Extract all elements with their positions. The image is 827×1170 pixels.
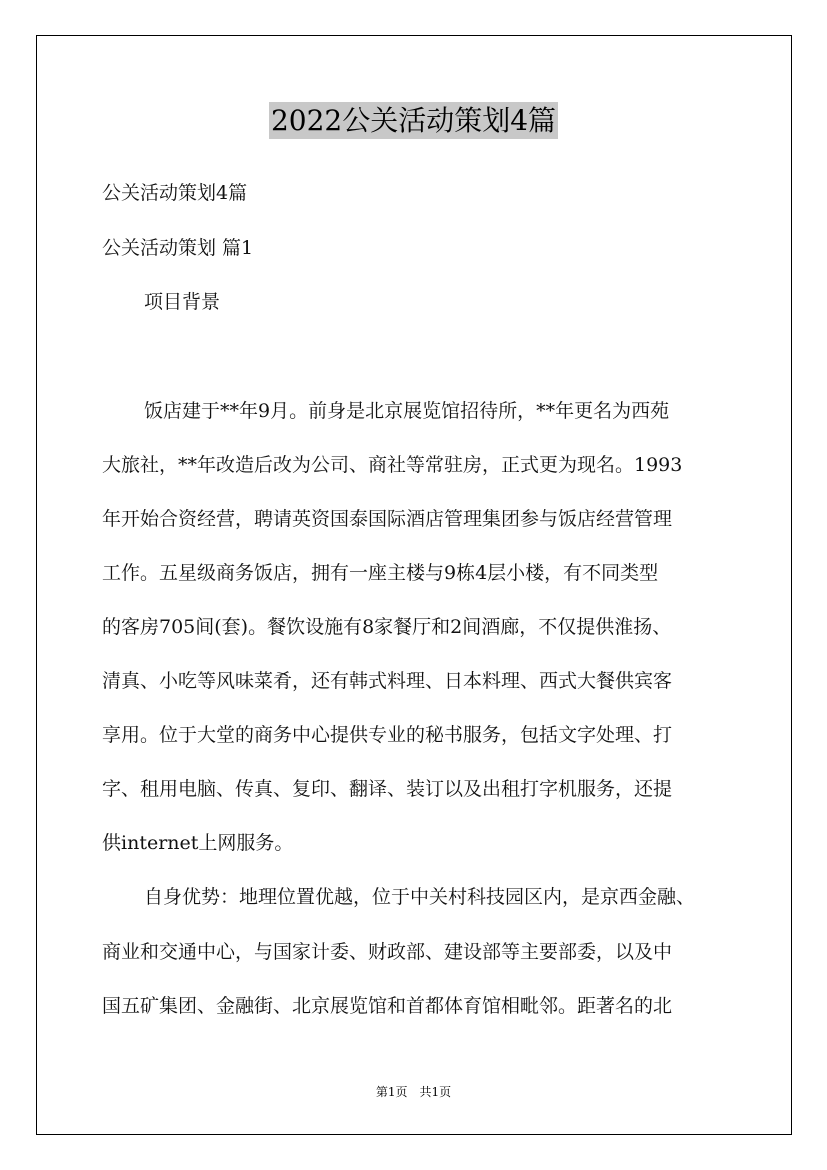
paragraph1-line: 年开始合资经营，聘请英资国泰国际酒店管理集团参与饭店经营管理 (102, 508, 673, 530)
subtitle: 公关活动策划4篇 (102, 182, 248, 204)
paragraph2-line: 商业和交通中心，与国家计委、财政部、建设部等主要部委，以及中 (102, 941, 673, 963)
project-background-heading: 项目背景 (144, 291, 221, 313)
page-total: 共1页 (419, 1085, 452, 1099)
document-title: 2022公关活动策划4篇 (270, 104, 557, 137)
paragraph1-line: 清真、小吃等风味菜肴，还有韩式料理、日本料理、西式大餐供宾客 (102, 670, 673, 692)
paragraph2-line: 自身优势：地理位置优越，位于中关村科技园区内，是京西金融、 (144, 886, 696, 908)
page-number: 第1页 (375, 1085, 408, 1099)
paragraph1-line: 大旅社，**年改造后改为公司、商社等常驻房，正式更为现名。1993 (102, 454, 683, 476)
paragraph1-line: 供internet上网服务。 (102, 832, 294, 854)
paragraph1-line: 字、租用电脑、传真、复印、翻译、装订以及出租打字机服务，还提 (102, 778, 673, 800)
paragraph1-line: 饭店建于**年9月。前身是北京展览馆招待所，**年更名为西苑 (144, 400, 670, 422)
paragraph1-line: 工作。五星级商务饭店，拥有一座主楼与9栋4层小楼，有不同类型 (102, 562, 659, 584)
paragraph1-line: 的客房705间(套)。餐饮设施有8家餐厅和2间酒廊，不仅提供淮扬、 (102, 616, 672, 638)
paragraph2-line: 国五矿集团、金融街、北京展览馆和首都体育馆相毗邻。距著名的北 (102, 995, 673, 1017)
document-title-container (0, 101, 827, 141)
page-footer (0, 1083, 827, 1100)
paragraph1-line: 享用。位于大堂的商务中心提供专业的秘书服务，包括文字处理、打 (102, 724, 673, 746)
section-heading: 公关活动策划 篇1 (102, 237, 254, 259)
